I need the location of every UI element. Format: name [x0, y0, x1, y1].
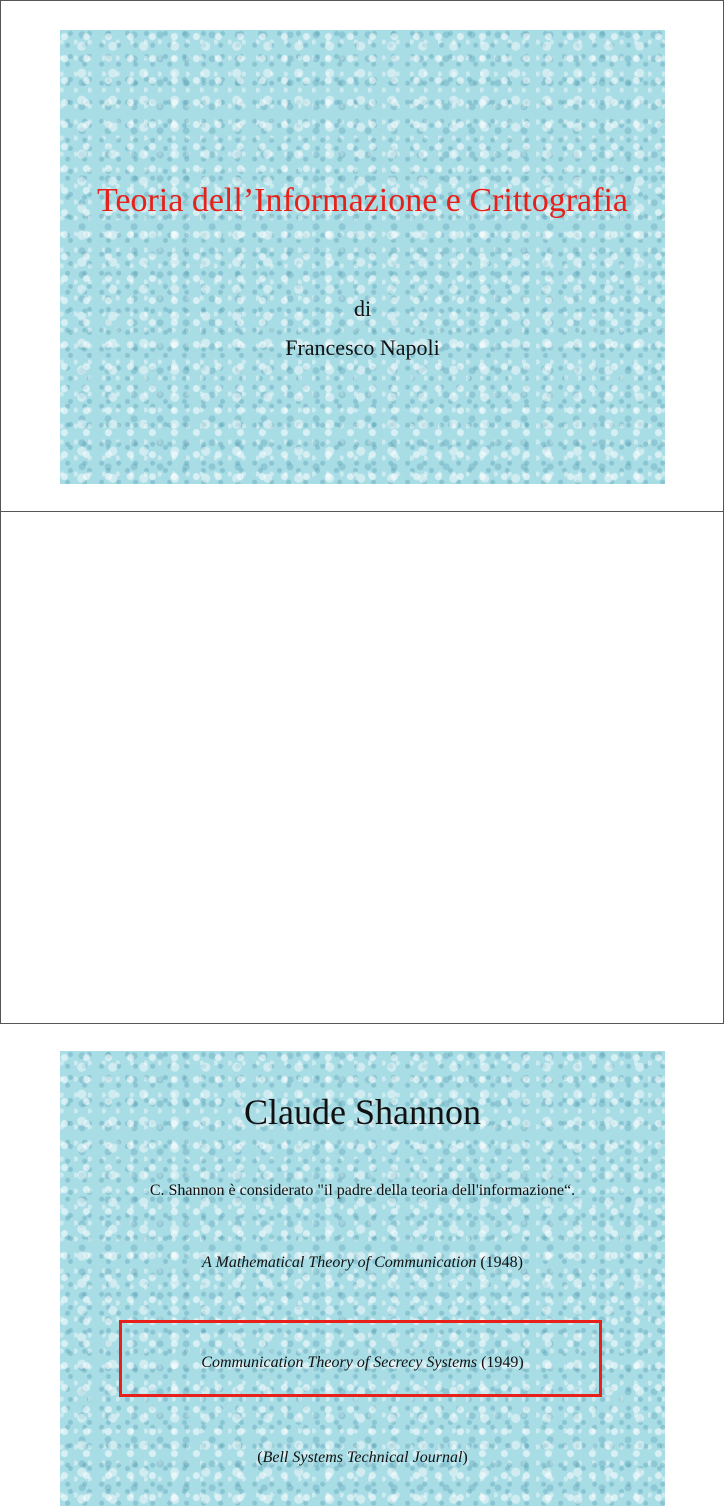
paper-year: (1948) [480, 1254, 523, 1271]
paper-1948 [60, 1254, 665, 1272]
journal-name: Bell Systems Technical Journal [262, 1449, 463, 1466]
journal-close: ) [462, 1449, 468, 1466]
slide-title: Teoria dell’Informazione e Crittografia [97, 182, 628, 219]
shannon-quote: C. Shannon è considerato "il padre della teoria dell'informazione“. [149, 1182, 576, 1199]
slide-frame-2 [0, 511, 724, 1466]
paper-title: Communication Theory of Secrecy Systems [201, 1354, 478, 1371]
paper-title: A Mathematical Theory of Communication [202, 1254, 477, 1271]
title-slide [60, 30, 665, 484]
journal-open: ( [257, 1449, 263, 1466]
shannon-slide [60, 1051, 665, 1506]
author-name: Francesco Napoli [285, 335, 440, 360]
paper-1949 [60, 1354, 665, 1372]
journal-line [60, 1449, 665, 1467]
byline-prefix: di [353, 296, 372, 321]
slide-title: Claude Shannon [244, 1092, 481, 1132]
paper-year: (1949) [481, 1354, 524, 1371]
slide-frame-1 [0, 0, 724, 511]
